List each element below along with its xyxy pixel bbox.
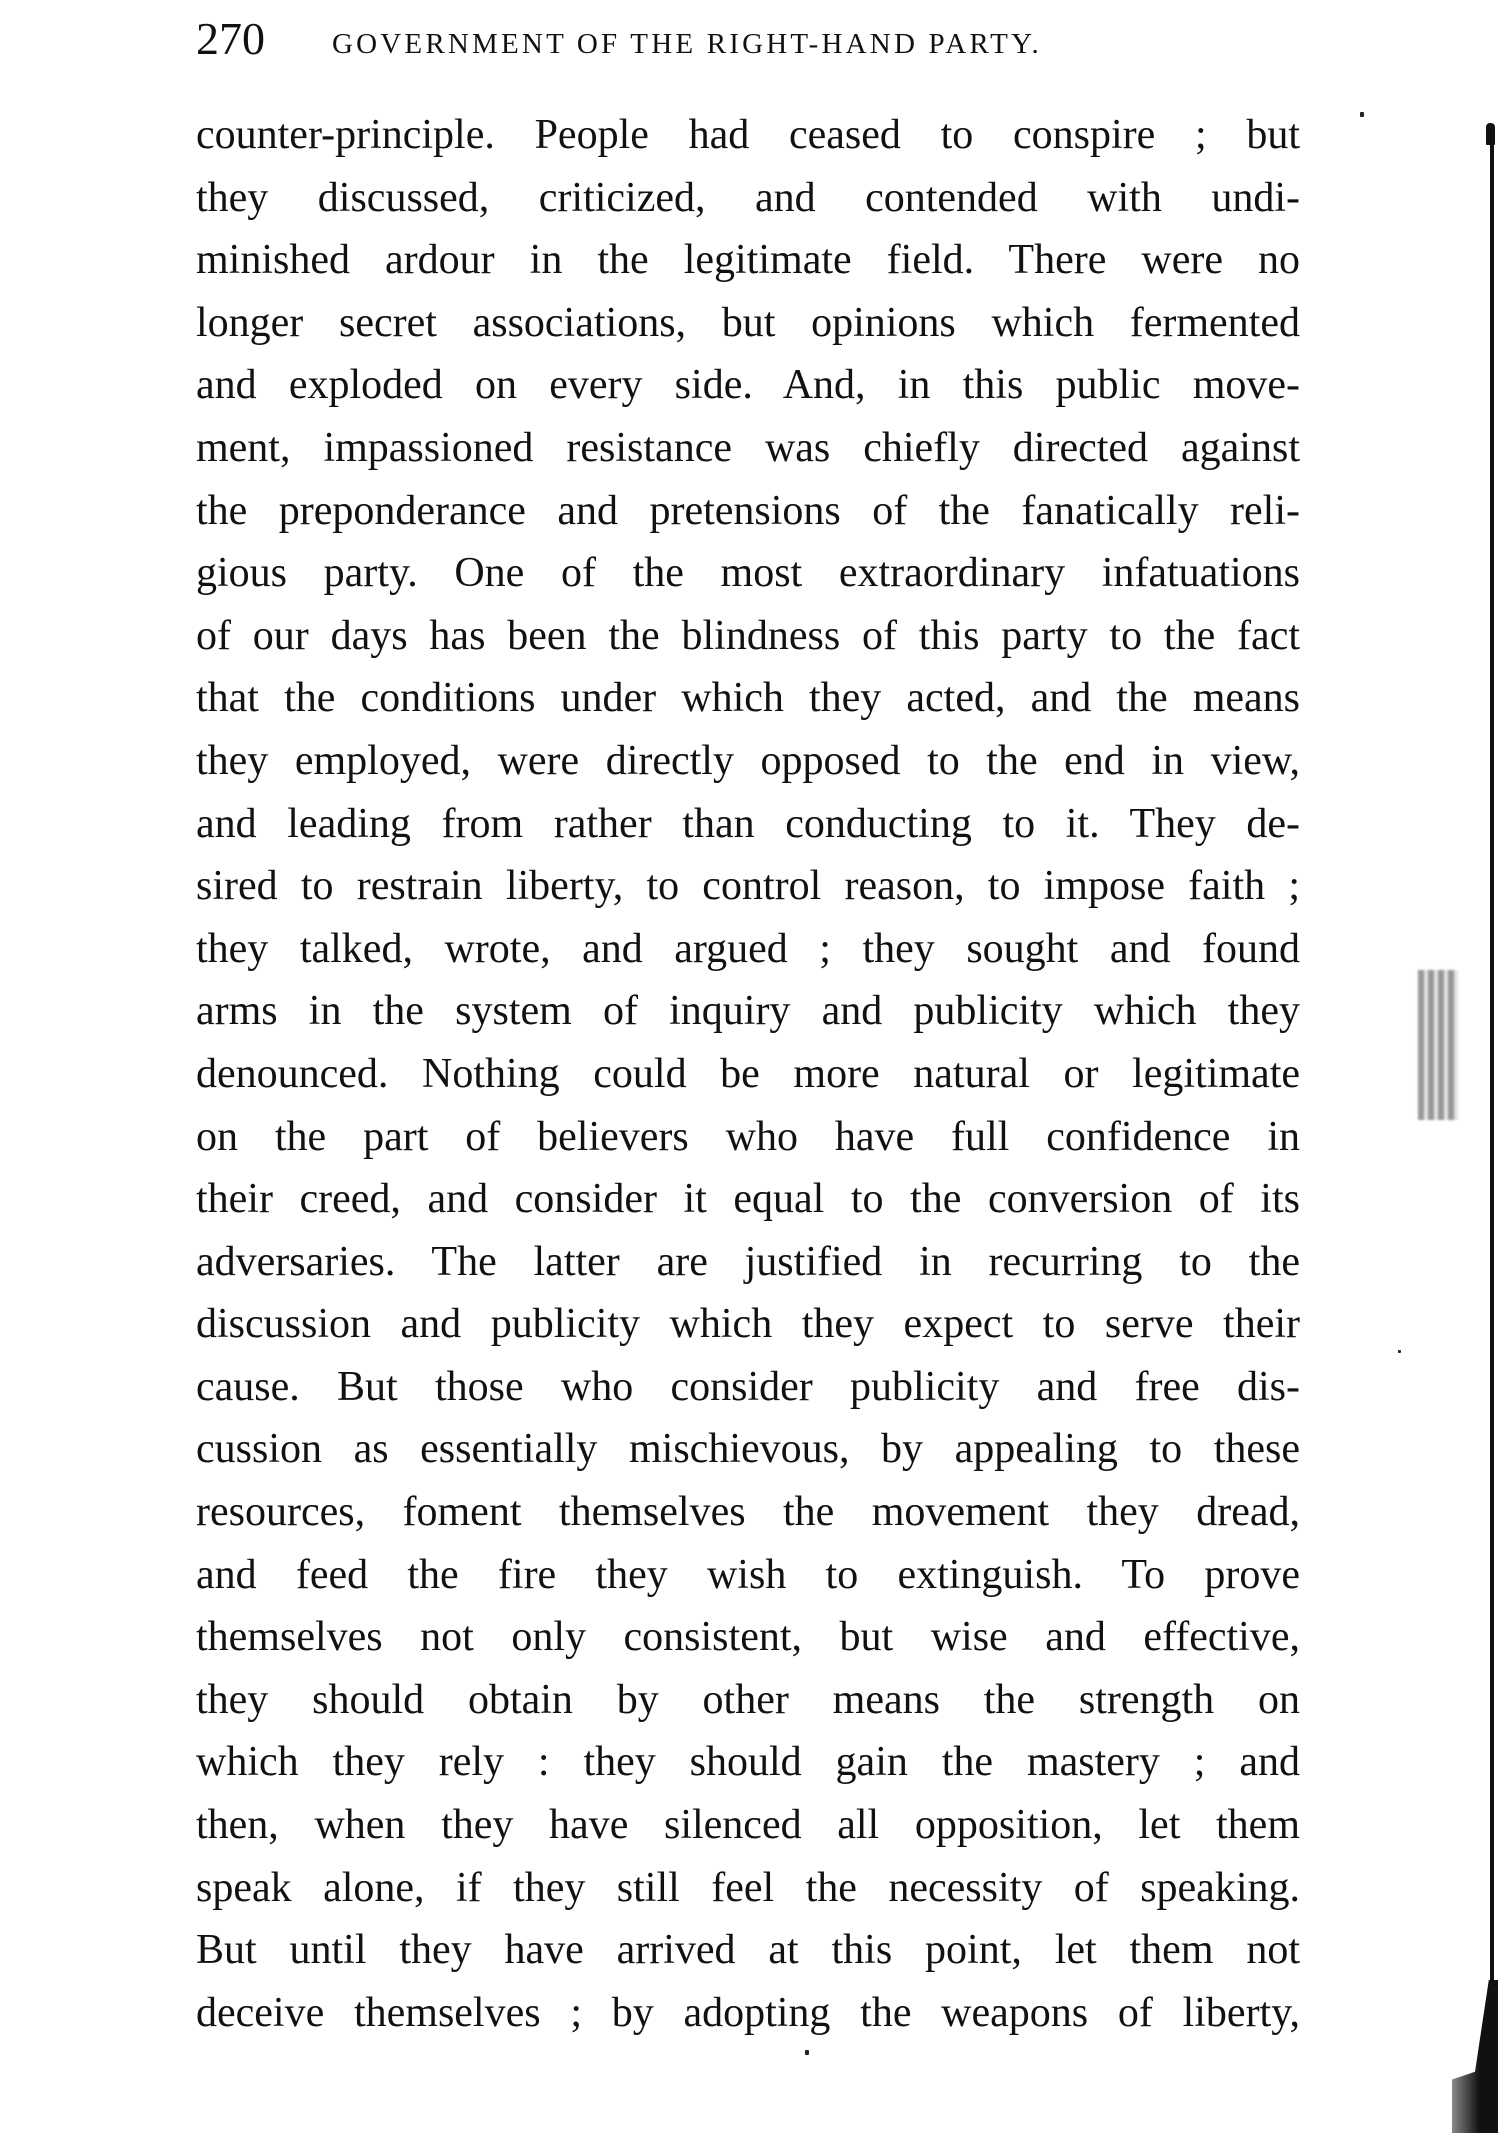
text-line: and leading from rather than conducting to it. They de- xyxy=(196,800,1300,847)
text-line: of our days has been the blindness of this party to the fact xyxy=(196,612,1300,659)
scan-speck xyxy=(1360,112,1364,117)
text-line: they discussed, criticized, and contended with undi- xyxy=(196,174,1300,221)
text-line: they should obtain by other means the strength on xyxy=(196,1676,1300,1723)
text-line: the preponderance and pretensions of the fanatically reli- xyxy=(196,487,1300,534)
text-line: longer secret associations, but opinions which fermented xyxy=(196,299,1300,346)
text-line: sired to restrain liberty, to control reason, to impose faith ; xyxy=(196,863,1300,910)
text-line: speak alone, if they still feel the necessity of speaking. xyxy=(196,1864,1300,1911)
running-title: GOVERNMENT OF THE RIGHT-HAND PARTY. xyxy=(332,28,1042,60)
scan-speck xyxy=(805,2050,809,2055)
text-line: counter-principle. People had ceased to conspire ; but xyxy=(196,112,1300,158)
text-line: ment, impassioned resistance was chiefly directed against xyxy=(196,424,1300,471)
text-line: arms in the system of inquiry and publicity which they xyxy=(196,988,1300,1035)
text-line: minished ardour in the legitimate field. There were no xyxy=(196,237,1300,284)
text-line: cussion as essentially mischievous, by appealing to these xyxy=(196,1426,1300,1473)
binding-shadow xyxy=(1452,1980,1498,2133)
scan-speck xyxy=(1398,1350,1401,1353)
text-line: cause. But those who consider publicity and free dis- xyxy=(196,1363,1300,1410)
text-line: they talked, wrote, and argued ; they sought and found xyxy=(196,925,1300,972)
text-line: their creed, and consider it equal to the conversion of its xyxy=(196,1176,1300,1223)
text-line: resources, foment themselves the movement they dread, xyxy=(196,1489,1300,1536)
scan-smudge xyxy=(1418,970,1458,1120)
running-head xyxy=(196,14,1306,64)
text-line: discussion and publicity which they expect to serve their xyxy=(196,1301,1300,1348)
text-line: that the conditions under which they acted, and the means xyxy=(196,675,1300,722)
text-line: and exploded on every side. And, in this public move- xyxy=(196,362,1300,409)
body-text xyxy=(196,104,1300,2044)
text-line: themselves not only consistent, but wise and effective, xyxy=(196,1614,1300,1661)
text-line: deceive themselves ; by adopting the weapons of liberty, xyxy=(196,1989,1300,2036)
text-line: on the part of believers who have full confidence in xyxy=(196,1113,1300,1160)
text-line: adversaries. The latter are justified in recurring to the xyxy=(196,1238,1300,1285)
text-line: But until they have arrived at this point, let them not xyxy=(196,1927,1300,1974)
text-line: gious party. One of the most extraordinary infatuations xyxy=(196,550,1300,597)
binding-edge-line xyxy=(1490,125,1494,2133)
page-number: 270 xyxy=(196,13,265,64)
text-line: which they rely : they should gain the mastery ; and xyxy=(196,1739,1300,1786)
text-line: and feed the fire they wish to extinguish. To prove xyxy=(196,1551,1300,1598)
text-line: they employed, were directly opposed to the end in view, xyxy=(196,737,1300,784)
text-line: then, when they have silenced all opposition, let them xyxy=(196,1802,1300,1849)
text-line: denounced. Nothing could be more natural or legitimate xyxy=(196,1050,1300,1097)
